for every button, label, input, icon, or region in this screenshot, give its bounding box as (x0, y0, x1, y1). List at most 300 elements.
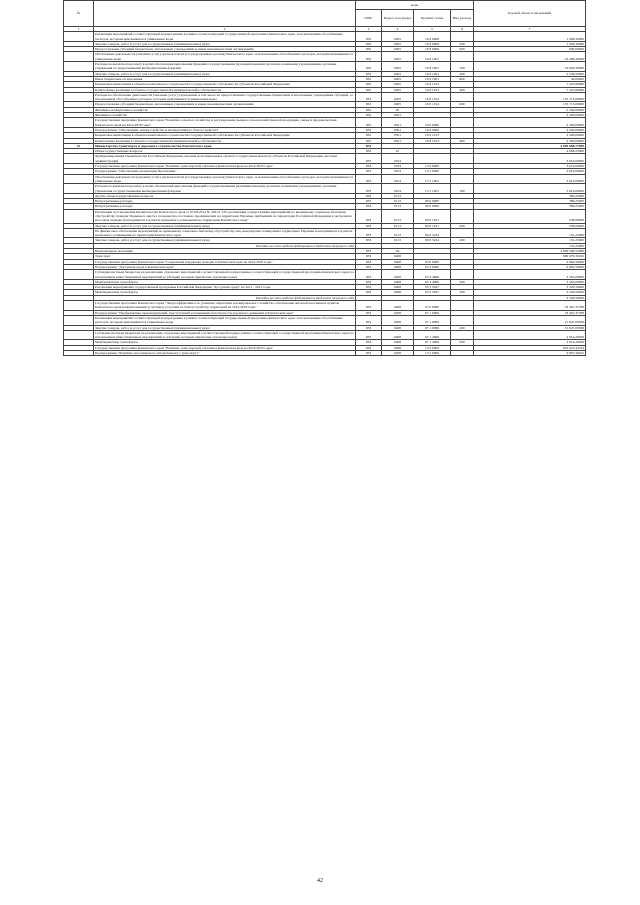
row-section: 0113 (382, 228, 414, 238)
row-section: 0113 (382, 223, 414, 228)
row-name: Расходы за счет средств федерального бюджета текущего года (94, 243, 356, 248)
row-target-article: 16 8 1014 (414, 92, 451, 102)
row-target-article: 16 8 1001 (414, 76, 451, 81)
table-row (64, 174, 586, 184)
row-grbs: 832 (356, 82, 382, 87)
row-target-article: 03 3 4006 (414, 279, 451, 284)
row-name: Закупка товаров, работ и услуг для государственных (муниципальных) нужд (94, 325, 356, 330)
table-row (64, 209, 586, 223)
row-amount: 2 200,00000 (474, 118, 586, 128)
row-grbs: 833 (356, 301, 382, 311)
row-section: 0408 (382, 279, 414, 284)
row-grbs: 832 (356, 127, 382, 132)
row-target-article: 15 5 0000 (414, 169, 451, 174)
row-name: Предоставление субсидий бюджетным, автономным учреждениям и иным некоммерческим организациям (94, 102, 356, 107)
row-grbs: 832 (356, 92, 382, 102)
row-section: 0405 (382, 102, 414, 107)
row-expense-type (451, 228, 474, 238)
row-name: Бюджетные инвестиции в объекты капитального строительства государственной собственности субъектов Российской Федерации (94, 133, 356, 138)
row-section: 0113 (382, 209, 414, 223)
row-name: Подпрограмма "Обеспечение реализации Программы" (94, 169, 356, 174)
row-target-article: 16 8 1013 (414, 82, 451, 87)
row-grbs: 832 (356, 41, 382, 46)
row-grbs: 832 (356, 118, 382, 128)
row-target-article: 16 8 1013 (414, 133, 451, 138)
row-name: Субсидии местным бюджетам на реализацию отдельных мероприятий соответствующей подпрограммы соответствующей государственной программы Камчатского края (за исключением инвестиционных мероприятий и субсидий, которым присвоены отдельные коды) (95, 270, 354, 279)
row-amount: 49,60000 (474, 76, 586, 81)
row-expense-type: 800 (451, 76, 474, 81)
row-section: 0408 (382, 254, 414, 259)
row-amount: 1 006,30000 (474, 41, 586, 46)
row-expense-type (451, 301, 474, 311)
row-grbs: 833 (356, 285, 382, 290)
row-section: 04 (382, 249, 414, 254)
row-expense-type (451, 92, 474, 102)
row-target-article: 03 3 0000 (414, 264, 451, 269)
row-grbs: 833 (356, 259, 382, 264)
table-row (64, 270, 586, 280)
row-amount: 3 619,00000 (474, 184, 586, 194)
row-amount: 389,25000 (474, 204, 586, 209)
row-expense-type: 500 (451, 290, 474, 295)
row-target-article: 99 9 1021 (414, 209, 451, 223)
row-expense-type (451, 209, 474, 223)
row-section: 0405 (382, 87, 414, 92)
table-row (64, 62, 586, 72)
row-amount: 3 565,00000 (474, 279, 586, 284)
row-section: 0501 (382, 118, 414, 128)
row-target-article: 16 8 1001 (414, 52, 451, 62)
row-section: 01 (382, 149, 414, 154)
row-target-article: 16 8 0999 (414, 47, 451, 52)
row-amount: 2 200,00000 (474, 113, 586, 118)
row-number (64, 315, 94, 325)
row-amount: 2 200,00000 (474, 133, 586, 138)
row-name: Непрограммные расходы (94, 199, 356, 204)
row-number (64, 174, 94, 184)
row-section: 0408 (382, 351, 414, 356)
row-expense-type (451, 154, 474, 164)
row-section: 05 (382, 107, 414, 112)
row-expense-type (451, 52, 474, 62)
table-row (64, 52, 586, 62)
row-expense-type (451, 330, 474, 340)
row-number (64, 52, 94, 62)
row-target-article: 16 8 1013 (414, 87, 451, 92)
row-amount: 1 006,30000 (474, 32, 586, 42)
row-name: Закупка товаров, работ и услуг для государственных (муниципальных) нужд (94, 223, 356, 228)
row-amount: 135 713,00000 (474, 102, 586, 107)
row-grbs: 833 (356, 238, 382, 243)
col-index: 6 (451, 27, 474, 32)
table-row (64, 330, 586, 340)
row-amount: 131,25000 (474, 228, 586, 238)
row-grbs: 833 (356, 154, 382, 164)
col-index: 7 (474, 27, 586, 32)
row-name: Субсидии местным бюджетам на реализацию отдельных мероприятий соответствующей подпрограммы соответствующей государственной программы Камчатского края (за исключением инвестиционных мероприятий и субсидий, которым присвоены отдельные коды) (95, 330, 354, 340)
row-target-article: 16 8 1013 (414, 138, 451, 143)
row-grbs: 833 (356, 204, 382, 209)
row-name: Жилищное хозяйство (94, 113, 356, 118)
row-amount: 389,25000 (474, 193, 586, 198)
row-name: Подпрограмма "Профилактика правонарушений, преступлений и повышение безопасности дорожного движения в Камчатском крае" (94, 310, 356, 315)
row-amount: 135 713,00000 (474, 92, 586, 102)
row-grbs: 833 (356, 279, 382, 284)
row-amount: 4 826 590,52989 (474, 249, 586, 254)
row-amount: 2 546,50000 (474, 71, 586, 76)
row-expense-type: 200 (451, 41, 474, 46)
row-amount: 389,25000 (474, 199, 586, 204)
col-exp-type-header: Вид расхода (451, 10, 474, 27)
row-name: Реализация мероприятий государственной программы Российской Федерации "Доступная среда" на 2011 - 2015 годы (94, 285, 356, 290)
row-section: 0113 (382, 238, 414, 243)
row-grbs: 833 (356, 290, 382, 295)
row-grbs: 833 (356, 315, 382, 325)
row-name: Подпрограмма "Доступная среда в Камчатском крае" (94, 264, 356, 269)
row-section: 0113 (382, 204, 414, 209)
row-amount: 680 979,30192 (474, 254, 586, 259)
row-expense-type (451, 315, 474, 325)
row-expense-type: 400 (451, 87, 474, 92)
table-row (64, 228, 586, 238)
row-section: 0408 (382, 301, 414, 311)
row-section: 0104 (382, 154, 414, 164)
table-row (64, 92, 586, 102)
row-name: Функционирование Правительства Российской Федерации, высших исполнительных органов государственной власти субъектов Российской Федерации, местных администраций (94, 154, 356, 164)
row-section: 0405 (382, 82, 414, 87)
row-grbs: 832 (356, 76, 382, 81)
row-name: Межбюджетные трансферты (94, 340, 356, 345)
row-section: 0408 (382, 259, 414, 264)
row-name: Закупка товаров, работ и услуг для государственных (муниципальных) нужд (94, 238, 356, 243)
row-expense-type (451, 174, 474, 184)
col-number-header: № (64, 1, 94, 27)
row-amount: 3 619,00000 (474, 169, 586, 174)
table-row (64, 315, 586, 325)
row-target-article: 07 1 4006 (414, 330, 451, 340)
row-section: 0408 (382, 285, 414, 290)
row-expense-type (451, 32, 474, 42)
table-row (64, 154, 586, 164)
row-grbs: 833 (356, 325, 382, 330)
row-grbs: 832 (356, 32, 382, 42)
row-section: 0104 (382, 184, 414, 194)
row-name: Транспорт (94, 254, 356, 259)
row-amount: 3 565,00000 (474, 270, 586, 280)
row-target-article: 99 9 5224 (414, 228, 451, 238)
row-name: Государственная программа Камчатского края "Энергоэффективность, развитие энергетики и коммунального хозяйства, обеспечение жителей населенных пунктов Камчатского края коммунальными услугами и услугами по благоустройству территорий на 2014-2018 годы" (94, 301, 356, 311)
row-number (64, 301, 94, 311)
budget-table (63, 0, 586, 356)
row-amount: 3 619,00000 (474, 174, 586, 184)
table-row (64, 351, 586, 356)
row-section: 0408 (382, 290, 414, 295)
col-name-header (94, 1, 356, 27)
row-amount: 131,25000 (474, 238, 586, 243)
row-name: Государственная программа Камчатского края "Социальная поддержка граждан в Камчатском крае на 2014-2018 годы" (94, 259, 356, 264)
row-name: Реализация постановления Правительства Камчатского края от 07.08.2014 № 329-П "Об организации осуществления мероприятий по временному социально-бытовому обустройству граждан Украины и лиц без гражданства, постоянно проживающих на территории Украины, прибывших на территорию Российской Федерации в экстренном массовом порядке и находящихся в пунктах временного размещения на территории Камчатского края" (94, 209, 356, 223)
row-grbs: 832 (356, 113, 382, 118)
row-name: Расходы за счет средств федерального бюджета текущего года (94, 295, 356, 300)
row-section: 0408 (382, 310, 414, 315)
row-section: 0405 (382, 92, 414, 102)
row-name: Реализация мероприятий соответствующей подпрограммы в рамках соответствующей государственной программы Камчатского края, за исключением обособленных расходов, которым присваиваются уникальные коды (94, 315, 356, 325)
row-target-article: 16 8 0000 (414, 127, 451, 132)
row-amount: 6 894,56000 (474, 264, 586, 269)
row-grbs: 832 (356, 62, 382, 72)
row-name: Закупка товаров, работ и услуг для государственных (муниципальных) нужд (94, 71, 356, 76)
row-grbs: 833 (356, 143, 382, 148)
row-expense-type: 400 (451, 138, 474, 143)
row-amount: 3 329,56000 (474, 290, 586, 295)
row-grbs: 833 (356, 264, 382, 269)
row-number (64, 92, 94, 102)
row-expense-type: 200 (451, 238, 474, 243)
col-index: 4 (382, 27, 414, 32)
col-section-header: Раздел, под-раздел (382, 10, 414, 27)
row-amount: 4 008,25000 (474, 149, 586, 154)
row-expense-type: 600 (451, 47, 474, 52)
row-name: Непрограммные расходы (94, 204, 356, 209)
row-amount: 2 200,00000 (474, 138, 586, 143)
row-amount: 19 288,40000 (474, 52, 586, 62)
page-number: 42 (317, 878, 323, 884)
row-target-article: 07 1 0000 (414, 310, 451, 315)
row-name: Министерство транспорта и дорожного строительства Камчатского края (94, 143, 356, 148)
row-section: 0408 (382, 270, 414, 280)
row-name: Подпрограмма "Обеспечение землеустройства и мелиоративного благоустройства" (94, 127, 356, 132)
row-section: 0501 (382, 113, 414, 118)
row-grbs: 833 (356, 330, 382, 340)
row-target-article: 99 9 0000 (414, 204, 451, 209)
row-number (64, 330, 94, 340)
row-section: 0405 (382, 32, 414, 42)
row-grbs: 832 (356, 71, 382, 76)
row-grbs: 833 (356, 228, 382, 238)
table-row (64, 32, 586, 42)
row-grbs: 833 (356, 209, 382, 223)
row-section: 0405 (382, 41, 414, 46)
row-amount: 16 692,30000 (474, 62, 586, 72)
row-target-article: 07 1 0999 (414, 315, 451, 325)
row-section: 0408 (382, 325, 414, 330)
row-number (64, 154, 94, 164)
row-amount: 258,00000 (474, 209, 586, 223)
row-grbs: 832 (356, 52, 382, 62)
codes-header: коды (356, 1, 474, 10)
row-amount: 900,00000 (474, 47, 586, 52)
row-expense-type: 200 (451, 325, 474, 330)
row-name: Межбюджетные трансферты (94, 279, 356, 284)
row-amount: 7 425,86890 (474, 82, 586, 87)
row-section: 0501 (382, 127, 414, 132)
row-number (64, 228, 94, 238)
row-name: Жилищно-коммунальное хозяйство (94, 107, 356, 112)
row-grbs: 832 (356, 138, 382, 143)
table-row (64, 118, 586, 128)
row-name: Межбюджетные трансферты (94, 290, 356, 295)
table-header (64, 1, 586, 32)
row-grbs: 833 (356, 223, 382, 228)
row-grbs: 833 (356, 199, 382, 204)
row-amount: 18 461,37768 (474, 310, 586, 315)
row-amount: 2 200,00000 (474, 107, 586, 112)
row-grbs: 833 (356, 270, 382, 280)
row-name: Другие общегосударственные вопросы (94, 193, 356, 198)
row-number: 22 (64, 143, 94, 148)
row-grbs: 833 (356, 340, 382, 345)
row-target-article: 07 1 4006 (414, 340, 451, 345)
row-section: 0104 (382, 174, 414, 184)
row-target-article: 16 8 0999 (414, 41, 451, 46)
row-name: Иные бюджетные ассигнования (94, 76, 356, 81)
row-grbs: 832 (356, 102, 382, 107)
row-number (64, 270, 94, 280)
row-name: Расходы на выплаты персоналу в целях обеспечения выполнения функций государственными (муниципальными) органами, казенными учреждениями, органами управления государственными внебюджетными фондами (94, 62, 356, 72)
row-expense-type: 100 (451, 62, 474, 72)
row-section: 0405 (382, 62, 414, 72)
row-grbs: 833 (356, 193, 382, 198)
row-grbs: 833 (356, 184, 382, 194)
row-target-article: 16 0 0000 (414, 118, 451, 128)
row-name: На финансовое обеспечение мероприятий по временному социально-бытовому обустройству лиц, вынужденно покинувших территорию Украины и находящихся в пунктах временного размещения на территории Камчатского края (94, 228, 356, 238)
row-number (64, 118, 94, 128)
row-section: 0501 (382, 133, 414, 138)
row-amount: 2 614,28200 (474, 330, 586, 340)
row-expense-type (451, 118, 474, 128)
row-name: Государственная программа Камчатского края "Развитие сельского хозяйства и регулирование рынков сельскохозяйственной продукции, сырья и продовольствия Камчатского края на 2014-2018 годы" (94, 118, 356, 128)
row-target-article: 16 8 1001 (414, 62, 451, 72)
row-amount: 6 894,56000 (474, 259, 586, 264)
row-grbs: 833 (356, 249, 382, 254)
row-name: Капитальные вложения в объекты государственной (муниципальной) собственности (94, 138, 356, 143)
row-grbs: 833 (356, 174, 382, 184)
row-grbs: 833 (356, 169, 382, 174)
col-index: 1 (64, 27, 94, 32)
row-name: Бюджетные инвестиции в объекты капитального строительства государственной собственности субъектов Российской Федерации (94, 82, 356, 87)
row-expense-type (451, 351, 474, 356)
row-amount: 258,00000 (474, 223, 586, 228)
row-expense-type: 600 (451, 102, 474, 107)
row-name: Реализация мероприятий соответствующей подпрограммы в рамках соответствующей государственной программы Камчатского края, за исключением обособленных расходов, которым присваиваются уникальные коды (94, 32, 356, 42)
row-expense-type: 500 (451, 279, 474, 284)
row-name: Расходы на обеспечение деятельности (оказание услуг) учреждений, в том числе на предоставление государственным бюджетным и автономным учреждениям субсидий, за исключением обособленных расходов, которым присваиваются уникальные коды (94, 92, 356, 102)
row-section: 0501 (382, 138, 414, 143)
row-grbs: 833 (356, 254, 382, 259)
budget-table-page (63, 0, 585, 356)
row-number (64, 184, 94, 194)
row-target-article: 16 8 1001 (414, 71, 451, 76)
row-target-article: 99 9 1021 (414, 223, 451, 228)
row-amount: 3 619,00000 (474, 154, 586, 164)
row-target-article: 03 0 0000 (414, 259, 451, 264)
row-grbs: 832 (356, 107, 382, 112)
row-target-article: 07 0 0000 (414, 301, 451, 311)
row-section: 0104 (382, 169, 414, 174)
row-amount: 2 614,28200 (474, 340, 586, 345)
col-index: 3 (356, 27, 382, 32)
row-target-article: 15 5 1001 (414, 174, 451, 184)
row-amount: 4 859 088,77989 (474, 143, 586, 148)
row-name: Капитальные вложения в объекты государственной (муниципальной) собственности (94, 87, 356, 92)
row-amount: 3 619,00000 (474, 164, 586, 169)
row-target-article: 16 8 1014 (414, 102, 451, 107)
table-body (64, 32, 586, 356)
row-name: Расходы на выплаты персоналу в целях обеспечения выполнения функций государственными (муниципальными) органами, казенными учреждениями, органами управления государственными внебюджетными фондами (94, 184, 356, 194)
row-target-article: 15 0 0000 (414, 164, 451, 169)
row-name: Государственная программа Камчатского края "Развитие транспортной системы в Камчатском крае на 2014-2025 годы" (94, 164, 356, 169)
row-section: 0408 (382, 345, 414, 350)
row-number (64, 351, 94, 356)
row-target-article: 15 2 0000 (414, 351, 451, 356)
col-index: 2 (94, 27, 356, 32)
row-name: Государственная программа Камчатского края "Развитие транспортной системы в Камчатском крае на 2014-2025 годы" (94, 345, 356, 350)
row-target-article: 03 3 5027 (414, 290, 451, 295)
row-section: 0104 (382, 164, 414, 169)
row-target-article: 07 1 0999 (414, 325, 451, 330)
row-section: 0408 (382, 264, 414, 269)
row-target-article: 15 0 0000 (414, 345, 451, 350)
table-row (64, 184, 586, 194)
row-amount: 2 200,00000 (474, 127, 586, 132)
row-expense-type: 200 (451, 223, 474, 228)
row-expense-type: 500 (451, 340, 474, 345)
row-grbs: 833 (356, 310, 382, 315)
row-grbs: 833 (356, 351, 382, 356)
row-section: 0405 (382, 76, 414, 81)
row-amount: 131,25000 (474, 243, 586, 248)
row-amount: 3 329,56000 (474, 285, 586, 290)
row-amount: 15 847,09568 (474, 315, 586, 325)
row-amount: 655 623,42524 (474, 345, 586, 350)
row-amount: 3 329,56000 (474, 295, 586, 300)
row-expense-type: 200 (451, 71, 474, 76)
row-name: Общегосударственные вопросы (94, 149, 356, 154)
row-name: Национальная экономика (94, 249, 356, 254)
row-grbs: 832 (356, 47, 382, 52)
row-name: Обеспечение деятельности (оказание услуг) органов власти (государственных органов) Камчатского края, за исключением обособленных расходов, которым присваиваются уникальные коды (94, 52, 356, 62)
row-grbs: 833 (356, 345, 382, 350)
row-name: Предоставление субсидий бюджетным, автономным учреждениям и иным некоммерческим организациям (94, 47, 356, 52)
row-number (64, 209, 94, 223)
row-section: 0113 (382, 193, 414, 198)
row-grbs: 832 (356, 133, 382, 138)
row-expense-type: 100 (451, 184, 474, 194)
row-grbs: 832 (356, 87, 382, 92)
row-target-article: 15 5 1001 (414, 184, 451, 194)
col-grbs-header: ГРБС (356, 10, 382, 27)
row-amount: 15 847,09568 (474, 325, 586, 330)
row-name: Обеспечение деятельности (оказание услуг) органов власти (государственных органов) Камчатского края, за исключением обособленных расходов, которым присваиваются уникальные коды (94, 174, 356, 184)
row-section: 0408 (382, 315, 414, 325)
col-index: 5 (414, 27, 451, 32)
row-expense-type (451, 270, 474, 280)
row-target-article: 99 9 5224 (414, 238, 451, 243)
row-section: 0405 (382, 52, 414, 62)
row-amount: 9 807,40455 (474, 351, 586, 356)
row-target-article: 03 3 4006 (414, 270, 451, 280)
row-amount: 18 461,37768 (474, 301, 586, 311)
col-amount-header: Годовой объем ассигнований (474, 1, 586, 27)
row-grbs: 833 (356, 164, 382, 169)
row-section: 0408 (382, 330, 414, 340)
row-name: Закупка товаров, работ и услуг для государственных (муниципальных) нужд (94, 41, 356, 46)
col-target-header: Целевая статья (414, 10, 451, 27)
row-section: 0405 (382, 71, 414, 76)
row-target-article (414, 154, 451, 164)
row-target-article: 16 8 0999 (414, 32, 451, 42)
row-number (64, 62, 94, 72)
